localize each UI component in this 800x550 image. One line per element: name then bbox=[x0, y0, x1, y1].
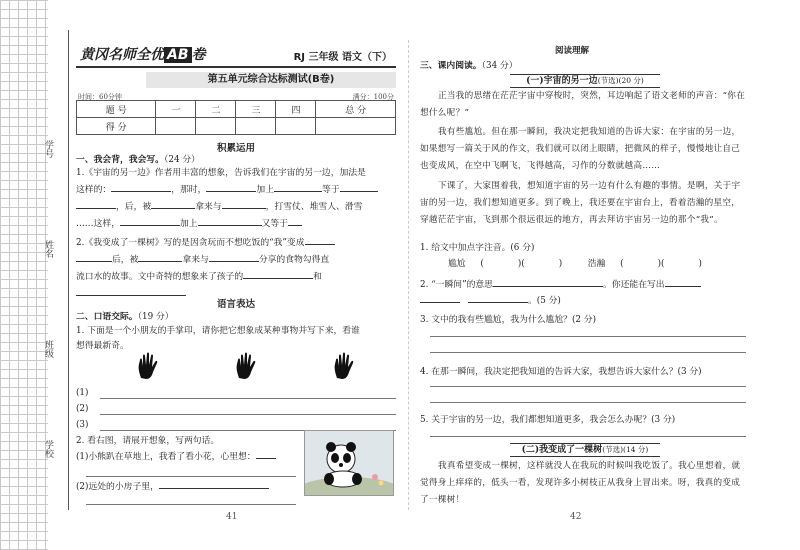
student-id-label: 学号 bbox=[43, 140, 53, 158]
answer-blank[interactable] bbox=[340, 181, 378, 192]
page-header bbox=[76, 46, 396, 68]
answer-line[interactable] bbox=[86, 476, 296, 477]
answer-blank[interactable] bbox=[420, 292, 460, 303]
answer-label: (2) bbox=[76, 404, 89, 414]
score-cell[interactable] bbox=[156, 118, 196, 135]
answer-blank[interactable] bbox=[120, 215, 180, 226]
answer-blank[interactable] bbox=[76, 251, 112, 262]
answer-line[interactable] bbox=[100, 398, 396, 399]
passage-paragraph: 我真希望变成一棵树，这样就没人在我玩的时候叫我吃饭了。我心里想着，就觉得身上痒痒的，低头一看，发现许多小树枝正从我身上冒出来。呀，我真的变成了一棵树！ bbox=[420, 461, 741, 505]
score-header-cell: 题 号 bbox=[77, 101, 156, 118]
question-text: 1.《宇宙的另一边》作者用丰富的想象，告诉我们在宇宙的另一边，加法是 这样的： ，那时， 加上 等于 ，后，被 拿来与 ，打雪仗、堆雪人、滑雪 ……这样， 加上 又等于 bbox=[76, 166, 386, 232]
grade-label: RJ 三年级 语文（下） bbox=[293, 52, 392, 63]
answer-blank[interactable] bbox=[76, 198, 116, 209]
full-score-label: 满分：100分 bbox=[352, 93, 394, 101]
answer-blank[interactable] bbox=[665, 276, 701, 287]
answer-line[interactable] bbox=[430, 386, 746, 387]
pinyin-bracket[interactable]: ( bbox=[521, 259, 525, 269]
pinyin-bracket[interactable]: ( bbox=[480, 259, 484, 269]
class-label: 班级 bbox=[43, 340, 53, 358]
answer-label: (1) bbox=[76, 388, 89, 398]
binding-strip bbox=[28, 0, 74, 550]
page-number: 42 bbox=[570, 512, 582, 522]
answer-blank[interactable] bbox=[209, 251, 259, 262]
pinyin-row: 尴尬 ( )( ) 浩瀚 ( )( ) bbox=[448, 259, 702, 269]
page-42 bbox=[420, 0, 750, 550]
question-text: 1. 下面是一个小朋友的手掌印，请你把它想象成某种事物并写下来，看谁 想得最新奇。 bbox=[76, 326, 360, 351]
passage-title: (一)宇宙的另一边(节选)(20 分) bbox=[510, 74, 660, 88]
question-text: 1. 给文中加点字注音。(6 分) bbox=[420, 243, 535, 253]
answer-blank[interactable] bbox=[76, 285, 186, 296]
handprint-image bbox=[332, 352, 356, 380]
name-label: 姓名 bbox=[43, 240, 53, 258]
answer-blank[interactable] bbox=[151, 198, 195, 209]
score-header-cell: 四 bbox=[276, 101, 316, 118]
answer-blank[interactable] bbox=[198, 215, 262, 226]
score-row-label: 得 分 bbox=[77, 118, 156, 135]
answer-blank[interactable] bbox=[256, 448, 276, 459]
question-text: (1)小熊趴在草地上，我看了看小花，心里想： bbox=[76, 448, 296, 465]
binding-line bbox=[68, 30, 69, 510]
handprint-image bbox=[234, 352, 258, 380]
score-cell[interactable] bbox=[316, 118, 396, 135]
score-header-cell: 一 bbox=[156, 101, 196, 118]
score-cell[interactable] bbox=[196, 118, 236, 135]
question-text: 4. 在那一瞬间，我决定把我知道的告诉大家，我想告诉大家什么？(3 分) bbox=[420, 367, 702, 377]
answer-line[interactable] bbox=[430, 336, 746, 337]
score-cell[interactable] bbox=[276, 118, 316, 135]
page-41 bbox=[76, 0, 396, 550]
answer-blank[interactable] bbox=[206, 181, 256, 192]
passage-paragraph: 正当我的思绪在茫茫宇宙中穿梭时，突然，耳边响起了语文老师的声音：“你在想什么呢？” bbox=[420, 91, 746, 118]
answer-blank[interactable] bbox=[305, 234, 335, 245]
answer-blank[interactable] bbox=[493, 276, 603, 287]
score-header-cell: 二 bbox=[196, 101, 236, 118]
answer-blank[interactable] bbox=[468, 292, 528, 303]
passage-paragraph: 我有些尴尬。但在那一瞬间，我决定把我知道的告诉大家：在宇宙的另一边，如果想写一篇关于风的作文，我们就可以闭上眼睛，把微风的样子，慢慢地让自己也变成风，在空中飞啊飞，飞得越高，习作的分数就越高…… bbox=[420, 127, 741, 171]
question-text: 3. 文中的我有些尴尬，我为什么尴尬？(2 分) bbox=[420, 315, 597, 325]
question-text: 2. “一瞬间”的意思 。你还能在写出 bbox=[420, 276, 746, 290]
section-heading: 阅读理解 bbox=[555, 46, 590, 56]
score-cell[interactable] bbox=[236, 118, 276, 135]
test-title: 第五单元综合达标测试(B卷) bbox=[146, 72, 396, 88]
answer-blank[interactable] bbox=[159, 478, 269, 489]
page-number: 41 bbox=[226, 512, 238, 522]
time-label: 时间：60分钟 bbox=[78, 93, 122, 101]
brand-logo: 黄冈名师全优 AB 卷 bbox=[80, 47, 206, 63]
answer-blank[interactable] bbox=[222, 198, 266, 209]
answer-blank[interactable] bbox=[274, 181, 322, 192]
answer-line[interactable] bbox=[430, 402, 746, 403]
answer-line[interactable] bbox=[86, 504, 296, 505]
handprint-image bbox=[136, 352, 160, 380]
section-heading: 积累运用 bbox=[216, 143, 255, 154]
answer-line[interactable] bbox=[430, 352, 746, 353]
section-heading: 语言表达 bbox=[216, 299, 255, 310]
score-header-cell: 三 bbox=[236, 101, 276, 118]
answer-blank[interactable] bbox=[138, 251, 182, 262]
score-table bbox=[76, 100, 396, 135]
question-heading: 二、口语交际。（19 分） bbox=[76, 312, 174, 322]
pinyin-bracket[interactable]: ( bbox=[620, 259, 624, 269]
panda-illustration bbox=[304, 430, 394, 496]
answer-line[interactable] bbox=[430, 436, 746, 437]
page-divider bbox=[408, 40, 409, 510]
answer-blank[interactable] bbox=[288, 215, 302, 226]
question-text: 2. 看右图，请展开想象，写两句话。 bbox=[76, 436, 220, 446]
answer-line[interactable] bbox=[100, 414, 396, 415]
question-text: 2.《我变成了一棵树》写的是因贪玩而不想吃饭的“我”变成 后，被 拿来与 分享的食物勾得直 流口水的故事。文中奇特的想象来了孩子的 和 bbox=[76, 234, 386, 302]
question-text: 5. 关于宇宙的另一边，我们都想知道更多，我会怎么办呢？(3 分) bbox=[420, 415, 676, 425]
answer-blank[interactable] bbox=[111, 181, 171, 192]
question-text: (2)远处的小房子里， bbox=[76, 478, 296, 495]
score-header-cell: 总 分 bbox=[316, 101, 396, 118]
pinyin-bracket[interactable]: ( bbox=[661, 259, 665, 269]
answer-label: (3) bbox=[76, 420, 89, 430]
passage-title: (二)我变成了一棵树(节选)(14 分) bbox=[510, 443, 660, 457]
question-text: 。(5 分) bbox=[420, 292, 746, 306]
question-heading: 一、我会背，我会写。（24 分） bbox=[76, 155, 200, 165]
question-heading: 三、课内阅读。（34 分） bbox=[420, 61, 518, 71]
passage-paragraph: 下课了，大家围着我，想知道宇宙的另一边有什么有趣的事情。是啊，关于宇宙的另一边，我们想知道更多。到了晚上，我还要在宇宙台上，看着浩瀚的星空，穿越茫茫宇宙，飞到那个很远很远的地方，再去拜访宇宙另一边的那个“我”。 bbox=[420, 181, 741, 225]
school-label: 学校 bbox=[43, 440, 53, 458]
answer-blank[interactable] bbox=[243, 268, 313, 279]
